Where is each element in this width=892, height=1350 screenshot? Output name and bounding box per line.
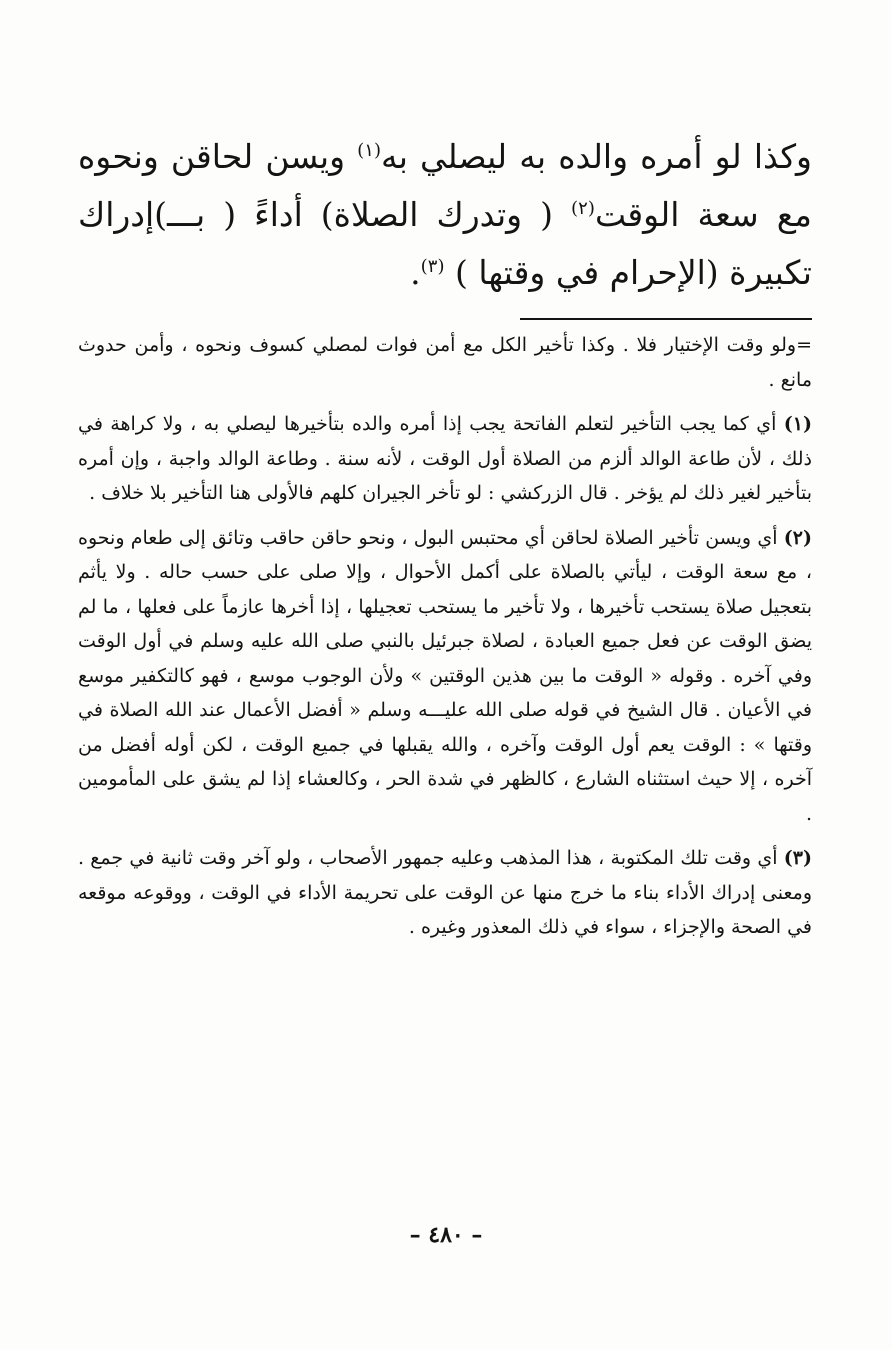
main-text-part-3: ( وتدرك الصلاة) أداءً ( بـــ)إدراك تكبيرة (الإحرام في وقتها ) bbox=[78, 195, 812, 292]
main-text-part-4: . bbox=[410, 253, 421, 292]
footnote-text: أي كما يجب التأخير لتعلم الفاتحة يجب إذا أمره والده بتأخيرها ليصلي به ، ولا كراهة في ذلك ، لأن طاعة الوالد ألزم من الصلاة أول الوقت ، لأنه سنة . وطاعة الوالد واجبة ، وإن أمره بتأخير لغير ذلك لم يؤخر . قال الزركشي : لو تأخر الجيران كلهم فالأولى هنا التأخير بلا خلاف . bbox=[78, 413, 812, 504]
main-text-part-2: ويسن لحاقن ونحوه مع سعة الوقت bbox=[78, 137, 812, 234]
footnote-1 bbox=[78, 407, 812, 511]
footnote-continuation: =ولو وقت الإختيار فلا . وكذا تأخير الكل مع أمن فوات لمصلي كسوف ونحوه ، وأمن حدوث مانع . bbox=[78, 334, 812, 391]
footnote-number: (٢) bbox=[783, 526, 812, 549]
footnotes-section bbox=[78, 328, 812, 955]
footnote-text: أي ويسن تأخير الصلاة لحاقن أي محتبس البول ، ونحو حاقن حاقب وتائق إلى طعام ونحوه ، مع سعة الوقت ، ليأتي بالصلاة على أكمل الأحوال ، وإلا صلى على حسب حاله . ولا يأثم بتعجيل صلاة يستحب تأخيرها ، ولا تأخير ما يستحب تعجيلها ، إذا أخرها عازماً على فعلها ، ما لم يضق الوقت عن فعل جميع العبادة ، لصلاة جبرئيل بالنبي صلى الله عليه وسلم في أول الوقت وفي آخره . وقوله « الوقت ما بين هذين الوقتين » ولأن الوجوب موسع ، فهو كالتكفير موسع في الأعيان . قال الشيخ في قوله صلى الله عليـــه وسلم « أفضل الأعمال عند الله الصلاة في وقتها » : الوقت يعم أول الوقت وآخره ، والله يقبلها في جميع الوقت ، لكن أوله أفضل من آخره ، إلا حيث استثناه الشارع ، كالظهر في شدة الحر ، وكالعشاء إذا لم يشق على المأمومين . bbox=[78, 526, 812, 825]
footnote-ref-1[interactable]: (١) bbox=[357, 140, 382, 161]
footnote-ref-3[interactable]: (٣) bbox=[420, 256, 445, 277]
main-text bbox=[78, 128, 812, 302]
footnote-number: (٣) bbox=[783, 847, 812, 869]
footnote-separator bbox=[520, 318, 812, 320]
footnote-text: أي وقت تلك المكتوبة ، هذا المذهب وعليه جمهور الأصحاب ، ولو آخر وقت ثانية في جمع . ومعنى إدراك الأداء بناء ما خرج منها عن الوقت على تحريمة الأداء في الوقت ، ووقوعه موقعه في الصحة والإجزاء ، سواء في ذلك المعذور وغيره . bbox=[78, 847, 812, 938]
footnote-2 bbox=[78, 521, 812, 832]
main-paragraph bbox=[78, 128, 812, 302]
main-text-part-1: وكذا لو أمره والده به ليصلي به bbox=[381, 137, 812, 176]
page-number: – ٤٨٠ – bbox=[409, 1222, 483, 1248]
footnote-3 bbox=[78, 841, 812, 945]
footnote-ref-2[interactable]: (٢) bbox=[571, 198, 595, 219]
footnote-number: (١) bbox=[783, 413, 812, 435]
